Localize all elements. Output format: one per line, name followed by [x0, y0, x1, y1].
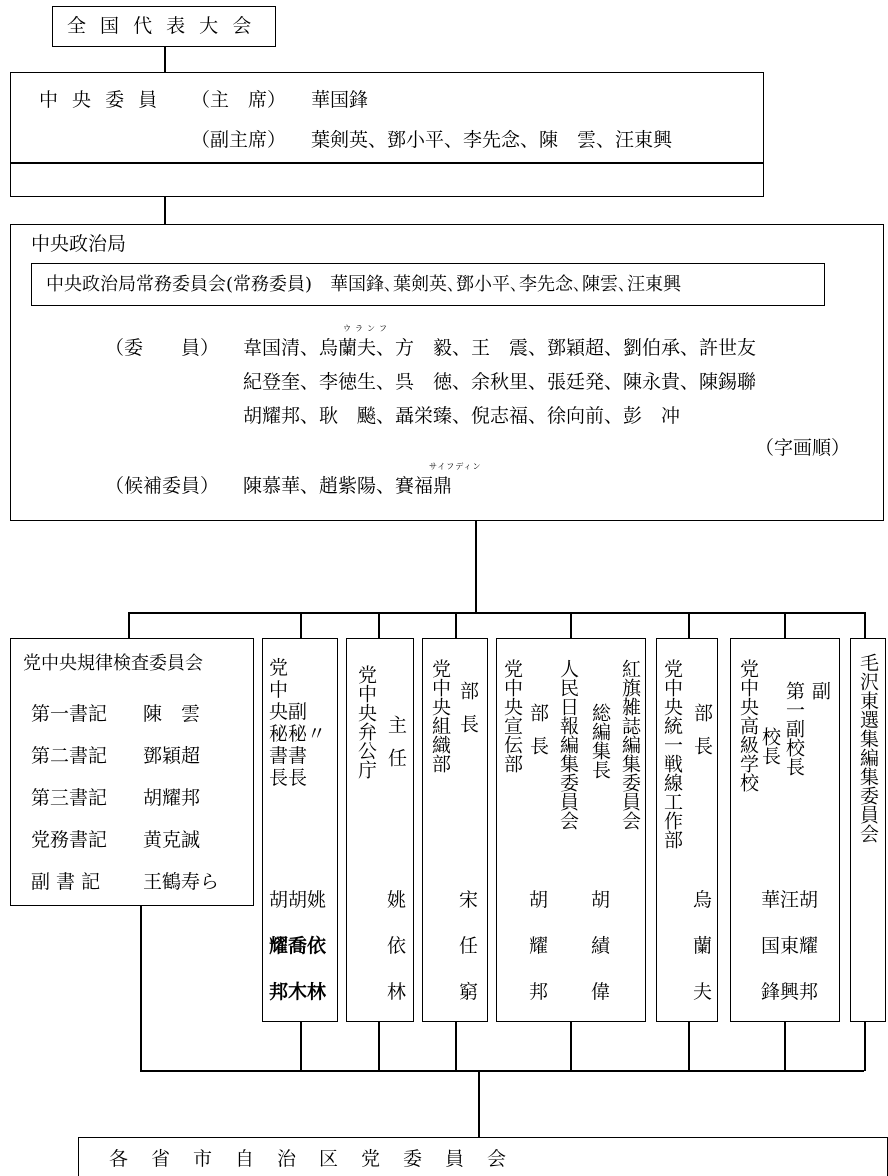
connector-line	[475, 520, 477, 612]
connector-line	[378, 1022, 380, 1071]
party-school-names: 鋒興邦	[761, 981, 819, 1003]
secretariat-head: 党	[269, 657, 289, 679]
united-front-role-column: 部長	[691, 703, 713, 769]
members-label: （委 員）	[105, 337, 220, 359]
connector-line	[140, 906, 142, 1071]
connector-line	[570, 1022, 572, 1071]
members-line-3: 胡耀邦、耿 飈、聶栄臻、倪志福、徐向前、彭 冲	[243, 405, 681, 427]
members-line-1: 韋国清、烏蘭夫、方 毅、王 震、鄧穎超、劉伯承、許世友	[243, 337, 757, 359]
connector-line	[455, 1022, 457, 1071]
central-committee-label: 中 央 委 員	[39, 89, 162, 111]
vice-principal-column: 第一副校長	[783, 681, 805, 776]
general-office-box	[346, 638, 414, 1022]
chief-editor-person: 胡	[591, 889, 611, 911]
office-name-column: 党中央弁公庁	[355, 665, 377, 779]
organization-person: 任	[459, 935, 479, 957]
connector-line	[300, 1022, 302, 1071]
secretariat-head: 中	[269, 679, 289, 701]
ruby-saifuding: サイフディン	[429, 462, 482, 471]
chief-editor-person: 績	[591, 935, 611, 957]
propaganda-person: 胡	[529, 889, 549, 911]
connector-line	[688, 612, 690, 638]
united-front-person: 蘭	[693, 935, 713, 957]
discipline-role: 副 書 記	[31, 871, 101, 893]
connector-line	[128, 612, 864, 614]
connector-line	[478, 1070, 480, 1138]
secretariat-head: 央副	[269, 701, 308, 723]
united-front-name-column: 党中央統一戦線工作部	[661, 659, 683, 849]
connector-line	[784, 612, 786, 638]
red-flag-column: 紅旗雑誌編集委員会	[619, 659, 641, 830]
vice-chair-label: （副主席）	[191, 129, 287, 151]
connector-line	[378, 612, 380, 638]
connector-line	[140, 1070, 864, 1072]
propaganda-name-column: 党中央宣伝部	[501, 659, 523, 773]
secretariat-head: 書書	[269, 745, 308, 767]
party-school-names: 華汪胡	[761, 889, 819, 911]
central-committee-divider	[11, 162, 763, 164]
propaganda-person: 耀	[529, 935, 549, 957]
discipline-name: 鄧穎超	[143, 745, 201, 767]
connector-line	[864, 1022, 866, 1071]
secretariat-head: 秘秘〃	[269, 723, 327, 745]
propaganda-dept-box	[496, 638, 646, 1022]
discipline-title: 党中央規律検査委員会	[23, 653, 203, 674]
party-school-name-column: 党中央高級学校	[737, 659, 759, 792]
secretariat-names: 耀喬依	[269, 935, 327, 957]
party-school-role-column: 校長	[759, 727, 781, 765]
connector-line	[570, 612, 572, 638]
discipline-name: 王鶴寿ら	[143, 871, 220, 893]
secretariat-names: 胡胡姚	[269, 889, 327, 911]
discipline-name: 黄克誠	[143, 829, 201, 851]
connector-line	[164, 46, 166, 72]
central-committee-box	[10, 72, 764, 197]
office-person: 依	[387, 935, 407, 957]
order-note: （字画順）	[755, 437, 851, 459]
vice-column: 副	[809, 681, 831, 700]
ruby-ulanfu: ウランフ	[343, 324, 391, 333]
office-person: 林	[387, 981, 407, 1003]
chief-editor-person: 偉	[591, 981, 611, 1003]
organization-role-column: 部長	[457, 681, 479, 747]
members-line-2: 紀登奎、李徳生、呉 徳、余秋里、張廷発、陳永貴、陳錫聯	[243, 371, 757, 393]
discipline-name: 陳 雲	[143, 703, 201, 725]
chair-name: 華国鋒	[311, 89, 369, 111]
connector-line	[128, 612, 130, 638]
connector-line	[864, 612, 866, 638]
secretariat-names: 邦木林	[269, 981, 327, 1003]
discipline-role: 第三書記	[31, 787, 108, 809]
vice-chair-names: 葉剣英、鄧小平、李先念、陳 雲、汪東興	[311, 129, 673, 151]
provincial-committees-box	[78, 1137, 888, 1176]
propaganda-person: 邦	[529, 981, 549, 1003]
united-front-person: 烏	[693, 889, 713, 911]
connector-line	[455, 612, 457, 638]
connector-line	[300, 612, 302, 638]
office-person: 姚	[387, 889, 407, 911]
party-school-box	[730, 638, 840, 1022]
discipline-commission-box	[10, 638, 254, 906]
peoples-daily-column: 人民日報編集委員会	[557, 659, 579, 830]
discipline-name: 胡耀邦	[143, 787, 201, 809]
discipline-role: 第二書記	[31, 745, 108, 767]
politburo-box	[10, 224, 884, 521]
standing-committee-text: 中央政治局常務委員会(常務委員) 華国鋒､葉剣英､鄧小平､李先念､陳雲､汪東興	[46, 274, 682, 295]
provincial-committees-title: 各 省 市 自 治 区 党 委 員 会	[109, 1148, 509, 1170]
united-front-dept-box	[656, 638, 718, 1022]
propaganda-role-column: 部長	[527, 703, 549, 769]
organization-name-column: 党中央組織部	[429, 659, 451, 773]
chief-editor-column: 総編集長	[589, 703, 611, 779]
connector-line	[164, 196, 166, 224]
discipline-role: 第一書記	[31, 703, 108, 725]
chair-label: （主 席）	[191, 89, 287, 111]
organization-person: 宋	[459, 889, 479, 911]
secretariat-head: 長長	[269, 767, 308, 789]
party-school-names: 国東耀	[761, 935, 819, 957]
politburo-title: 中央政治局	[31, 233, 127, 255]
discipline-role: 党務書記	[31, 829, 108, 851]
alternates-names: 陳慕華、趙紫陽、賽福鼎	[243, 475, 453, 497]
mao-works-committee-box	[850, 638, 886, 1022]
connector-line	[688, 1022, 690, 1071]
alternates-label: （候補委員）	[105, 475, 220, 497]
united-front-person: 夫	[693, 981, 713, 1003]
national-congress-box	[52, 6, 276, 47]
organization-person: 窮	[459, 981, 479, 1003]
office-role-column: 主任	[385, 715, 407, 781]
standing-committee-box	[31, 263, 825, 306]
national-congress-title: 全 国 代 表 大 会	[67, 15, 256, 37]
secretariat-box	[262, 638, 338, 1022]
organization-dept-box	[422, 638, 488, 1022]
mao-works-committee-column: 毛沢東選集編集委員会	[857, 653, 879, 843]
connector-line	[784, 1022, 786, 1071]
